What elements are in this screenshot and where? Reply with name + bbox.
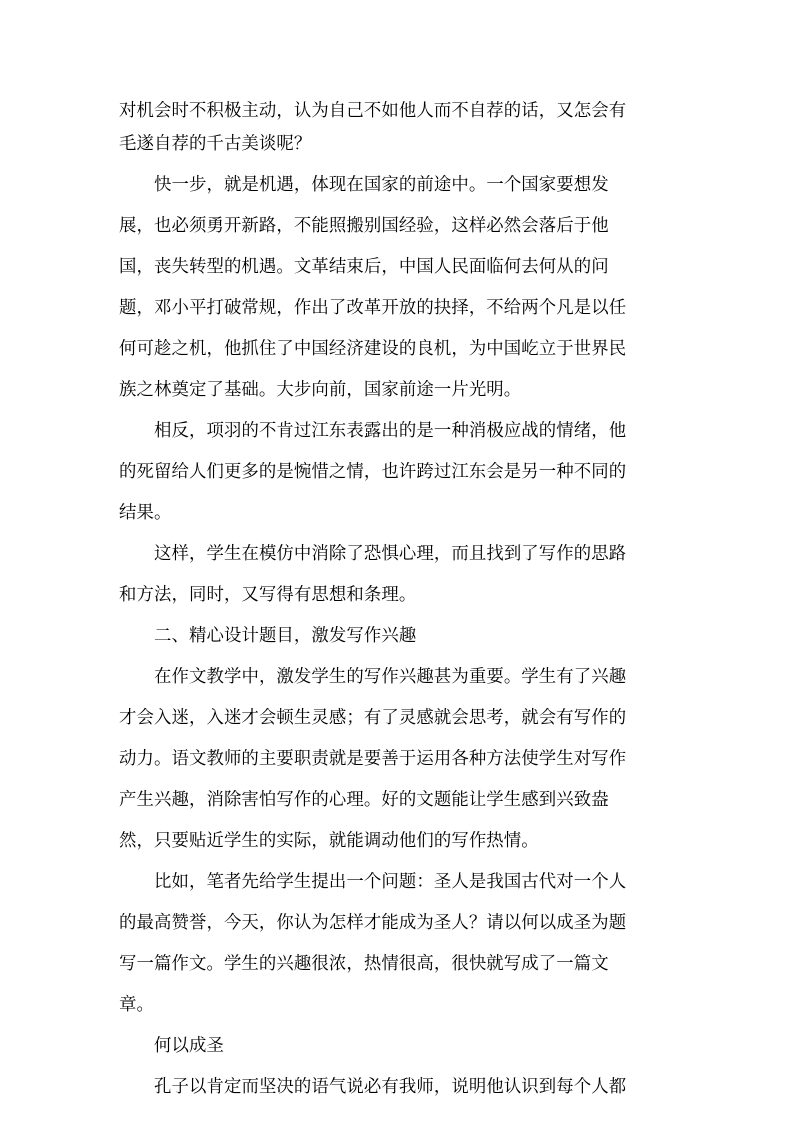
text-line: 快一步，就是机遇，体现在国家的前途中。一个国家要想发 [154, 175, 609, 195]
text-line: 对机会时不积极主动，认为自己不如他人而不自荐的话，又怎会有 [119, 101, 627, 121]
text-line: 章。 [119, 995, 154, 1015]
text-line: 相反，项羽的不肯过江东表露出的是一种消极应战的情绪，他 [154, 421, 627, 441]
text-line: 在作文教学中，激发学生的写作兴趣甚为重要。学生有了兴趣 [154, 667, 627, 687]
text-line: 毛遂自荐的千古美谈呢？ [119, 134, 312, 154]
text-line: 和方法，同时，又写得有思想和条理。 [119, 585, 417, 605]
text-line: 产生兴趣，消除害怕写作的心理。好的文题能让学生感到兴致盎 [119, 790, 609, 810]
text-line: 展，也必须勇开新路，不能照搬别国经验，这样必然会落后于他 [119, 216, 609, 236]
text-line: 的最高赞誉，今天，你认为怎样才能成为圣人？请以何以成圣为题 [119, 913, 627, 933]
section-heading: 二、精心设计题目，激发写作兴趣 [154, 626, 417, 646]
text-line: 题，邓小平打破常规，作出了改革开放的抉择，不给两个凡是以任 [119, 298, 627, 318]
text-line: 写一篇作文。学生的兴趣很浓，热情很高，很快就写成了一篇文 [119, 954, 609, 974]
text-line: 孔子以肯定而坚决的语气说必有我师，说明他认识到每个人都 [154, 1077, 627, 1097]
text-line: 何可趁之机，他抓住了中国经济建设的良机，为中国屹立于世界民 [119, 339, 627, 359]
text-line: 的死留给人们更多的是惋惜之情，也许跨过江东会是另一种不同的 [119, 462, 627, 482]
text-line: 结果。 [119, 503, 172, 523]
text-line: 动力。语文教师的主要职责就是要善于运用各种方法使学生对写作 [119, 749, 627, 769]
essay-title: 何以成圣 [154, 1036, 224, 1056]
text-line: 然，只要贴近学生的实际，就能调动他们的写作热情。 [119, 831, 539, 851]
text-line: 族之林奠定了基础。大步向前，国家前途一片光明。 [119, 380, 522, 400]
text-line: 才会入迷，入迷才会顿生灵感；有了灵感就会思考，就会有写作的 [119, 708, 627, 728]
text-line: 国，丧失转型的机遇。文革结束后，中国人民面临何去何从的问 [119, 257, 609, 277]
text-line: 这样，学生在模仿中消除了恐惧心理，而且找到了写作的思路 [154, 544, 627, 564]
text-line: 比如，笔者先给学生提出一个问题：圣人是我国古代对一个人 [154, 872, 627, 892]
